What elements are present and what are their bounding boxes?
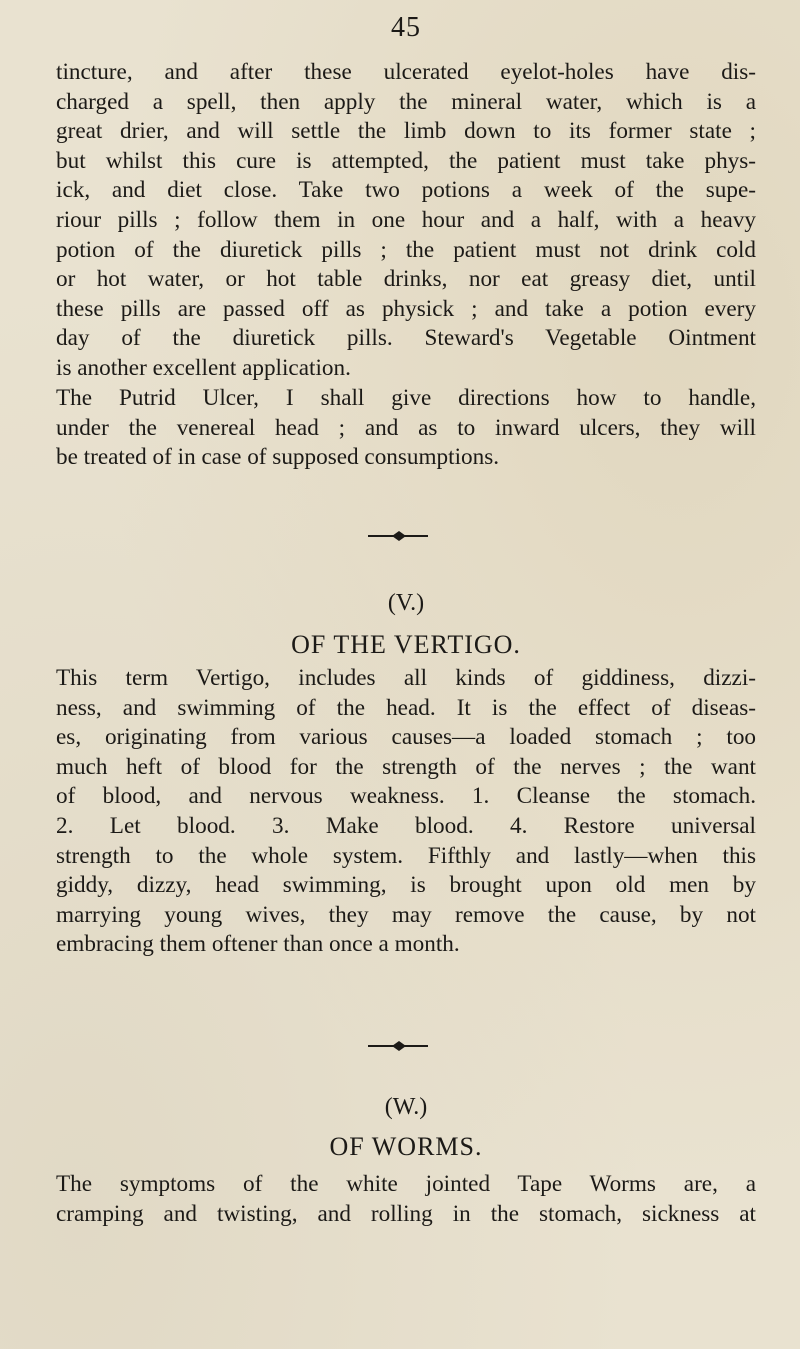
text-line: tincture, and after these ulcerated eyelot-holes have dis- [56,59,756,85]
text-line: be treated of in case of supposed consumptions. [56,444,500,471]
section-number-v: (V.) [387,590,425,616]
paragraph-putrid-ulcer [56,384,756,473]
text-line: under the venereal head ; and as to inward ulcers, they will [56,414,756,441]
section-title-vertigo: OF THE VERTIGO. [291,630,521,659]
section-title-worms: OF WORMS. [329,1132,483,1161]
text-line: strength to the whole system. Fifthly and lastly—when this [56,842,756,869]
ornamental-rule-icon [366,1040,430,1052]
text-line: is another excellent application. [56,354,351,381]
paragraph-ulcer-treatment [56,58,756,384]
text-line: or hot water, or hot table drinks, nor eat greasy diet, until [56,266,756,293]
text-line: but whilst this cure is attempted, the patient must take phys- [56,147,756,174]
text-line: This term Vertigo, includes all kinds of giddiness, dizzi- [56,665,756,691]
text-line: giddy, dizzy, head swimming, is brought upon old men by [56,872,756,899]
text-line: cramping and twisting, and rolling in the stomach, sickness at [56,1200,756,1227]
text-line: much heft of blood for the strength of the nerves ; the want [56,753,756,780]
text-line: charged a spell, then apply the mineral water, which is a [56,88,756,115]
text-line: The symptoms of the white jointed Tape Worms are, a [56,1171,756,1197]
text-line: The Putrid Ulcer, I shall give directions how to handle, [56,385,756,411]
text-line: marrying young wives, they may remove the cause, by not [56,901,756,928]
text-line: these pills are passed off as physick ; and take a potion every [56,295,756,322]
page-number: 45 [391,12,421,43]
text-line: potion of the diuretick pills ; the patient must not drink cold [56,236,756,263]
book-page [56,0,756,1349]
ornamental-rule-icon [366,530,430,542]
text-line: riour pills ; follow them in one hour and a half, with a heavy [56,206,756,233]
text-line: ick, and diet close. Take two potions a week of the supe- [56,177,756,204]
paragraph-worms [56,1170,756,1229]
text-line: day of the diuretick pills. Steward's Vegetable Ointment [56,325,756,352]
text-line: es, originating from various causes—a loaded stomach ; too [56,724,756,751]
text-line: ness, and swimming of the head. It is the effect of diseas- [56,694,756,721]
text-line: of blood, and nervous weakness. 1. Cleanse the stomach. [56,783,756,810]
paragraph-vertigo [56,664,756,960]
text-line: great drier, and will settle the limb down to its former state ; [56,118,756,145]
text-line: embracing them oftener than once a month. [56,931,460,958]
section-number-w: (W.) [384,1094,428,1120]
text-line: 2. Let blood. 3. Make blood. 4. Restore universal [56,812,756,839]
